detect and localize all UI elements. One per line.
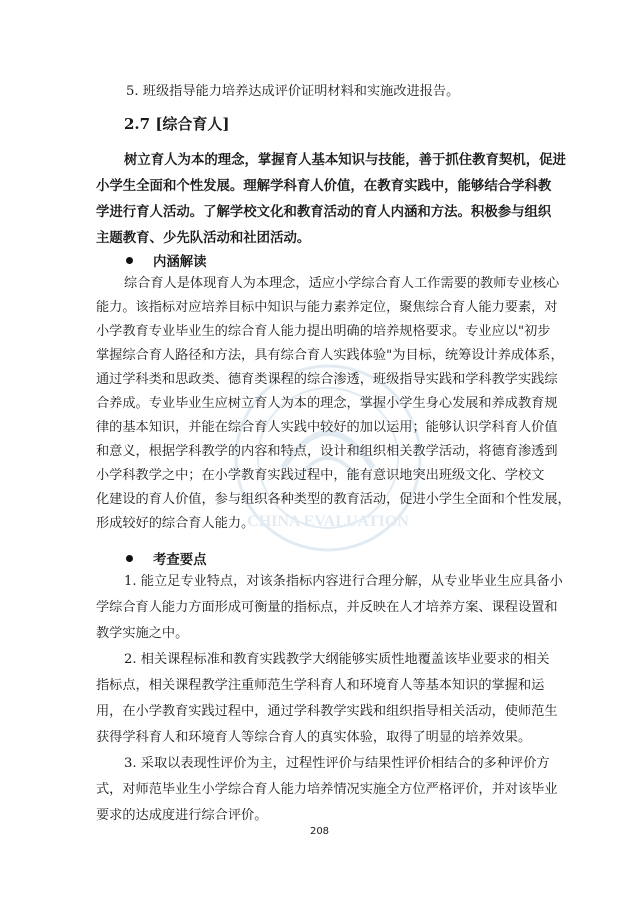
review-line-7: 获得学科育人和环境育人等综合育人的真实体验，取得了明显的培养效果。	[96, 730, 532, 745]
review-line-9: 式，对师范毕业生小学综合育人能力培养情况实施全方位严格评价，并对该毕业	[96, 782, 558, 797]
interpretation-line-4: 掌握综合育人路径和方法，具有综合育人实践体验"为目标，统筹设计养成体系，	[96, 348, 564, 363]
review-line-3: 教学实施之中。	[96, 626, 189, 641]
review-line-4: 2. 相关课程标准和教育实践教学大纲能够实质性地覆盖该毕业要求的相关	[124, 652, 550, 667]
section-title: 2.7 [综合育人]	[124, 115, 230, 133]
interpretation-line-5: 通过学科类和思政类、德育类课程的综合渗透，班级指导实践和学科教学实践综	[96, 372, 558, 387]
interpretation-line-9: 小学科教学之中；在小学教育实践过程中，能有意识地突出班级文化、学校文	[96, 468, 545, 483]
bullet-icon	[126, 555, 133, 562]
interpretation-line-1: 综合育人是体现育人为本理念，适应小学综合育人工作需要的教师专业核心	[124, 276, 560, 291]
page-number: 208	[309, 826, 330, 837]
review-line-8: 3. 采取以表现性评价为主，过程性评价与结果性评价相结合的多种评价方	[124, 756, 550, 771]
interpretation-line-3: 小学教育专业毕业生的综合育人能力提出明确的培养规格要求。专业应以"初步	[96, 324, 551, 339]
review-line-10: 要求的达成度进行综合评价。	[96, 808, 268, 823]
requirement-line-4: 主题教育、少先队活动和社团活动。	[96, 230, 311, 246]
svg-text:CHINA EVALUATION: CHINA EVALUATION	[247, 513, 409, 530]
bullet-heading-review-points: 考查要点	[126, 550, 207, 570]
interpretation-line-2: 能力。该指标对应培养目标中知识与能力素养定位，聚焦综合育人能力要素，对	[96, 300, 558, 315]
interpretation-line-8: 和意义，根据学科教学的内容和特点，设计和组织相关教学活动，将德育渗透到	[96, 444, 558, 459]
interpretation-line-11: 形成较好的综合育人能力。	[96, 516, 255, 531]
requirement-line-1: 树立育人为本的理念，掌握育人基本知识与技能，善于抓住教育契机，促进	[124, 152, 566, 168]
requirement-line-2: 小学生全面和个性发展。理解学科育人价值，在教育实践中，能够结合学科教	[96, 178, 552, 194]
intro-line: 5. 班级指导能力培养达成评价证明材料和实施改进报告。	[126, 84, 460, 99]
review-line-2: 学综合育人能力方面形成可衡量的指标点，并反映在人才培养方案、课程设置和	[96, 600, 558, 615]
review-line-6: 用，在小学教育实践过程中，通过学科教学实践和组织指导相关活动，使师范生	[96, 704, 558, 719]
interpretation-line-6: 合养成。专业毕业生应树立育人为本的理念，掌握小学生身心发展和养成教育规	[96, 396, 558, 411]
bullet-heading-interpretation: 内涵解读	[126, 252, 207, 272]
bullet-icon	[126, 257, 133, 264]
interpretation-line-7: 律的基本知识，并能在综合育人实践中较好的加以运用；能够认识学科育人价值	[96, 420, 558, 435]
review-line-5: 指标点，相关课程教学注重师范生学科育人和环境育人等基本知识的掌握和运	[96, 678, 545, 693]
requirement-line-3: 学进行育人活动。了解学校文化和教育活动的育人内涵和方法。积极参与组织	[96, 204, 552, 220]
review-line-1: 1. 能立足专业特点，对该条指标内容进行合理分解，从专业毕业生应具备小	[124, 574, 563, 589]
interpretation-line-10: 化建设的育人价值，参与组织各种类型的教育活动，促进小学生全面和个性发展，	[96, 492, 571, 507]
